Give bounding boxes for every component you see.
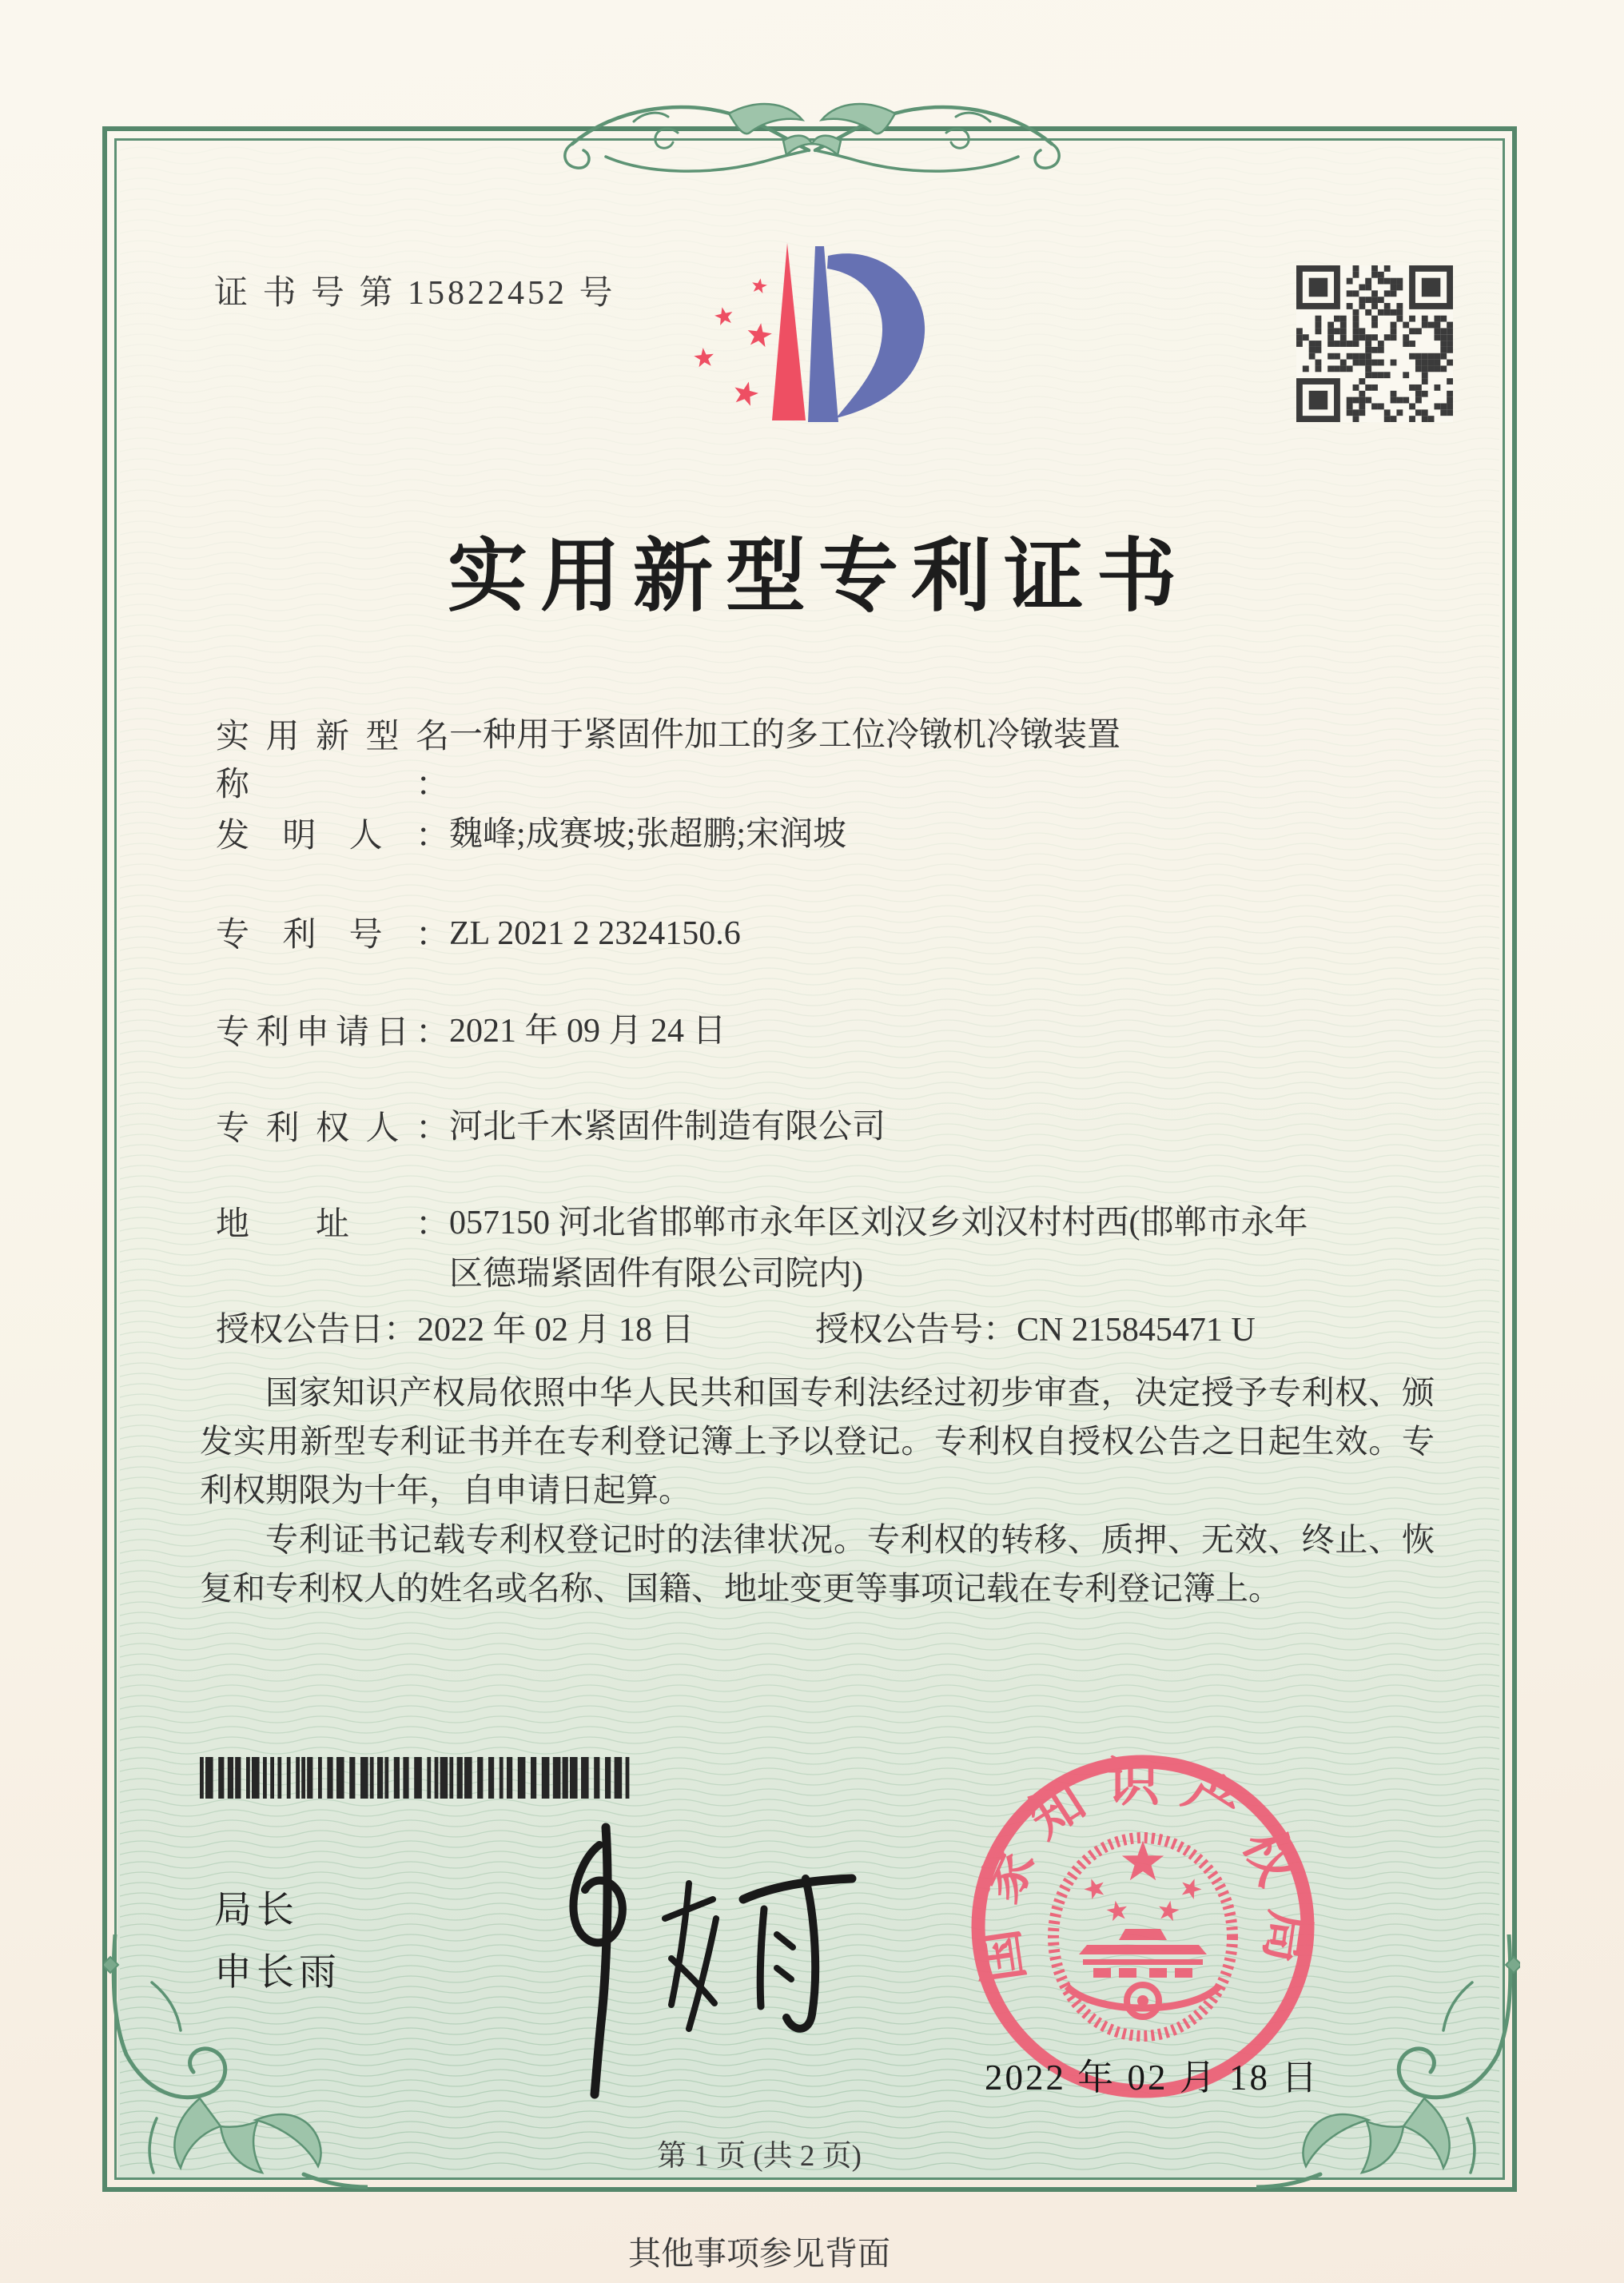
field-row-filing-date — [216, 1006, 1455, 1057]
qr-code — [1296, 265, 1453, 422]
field-value: 魏峰;成赛坡;张超鹏;宋润坡 — [449, 816, 847, 853]
signature-shen-changyu-icon — [480, 1823, 863, 2102]
legal-paragraph-2: 专利证书记载专利权登记时的法律状况。专利权的转移、质押、无效、终止、恢复和专利权人的姓名或名称、国籍、地址变更等事项记载在专利登记簿上。 — [200, 1521, 1435, 1607]
field-row-name — [216, 710, 1455, 806]
field-label: 专利号： — [216, 917, 449, 954]
logo-star — [714, 307, 732, 325]
national-emblem-icon — [1053, 1838, 1232, 2036]
back-side-note: 其他事项参见背面 — [628, 2235, 890, 2272]
grant-number-group — [815, 1303, 1256, 1351]
grant-date-value: 2022 年 02 月 18 日 — [417, 1312, 695, 1349]
field-label: 发明人： — [216, 818, 449, 855]
field-label: 地址： — [216, 1206, 449, 1243]
field-row-patentee — [216, 1102, 1455, 1153]
field-value: ZL 2021 2 2324150.6 — [449, 915, 741, 952]
field-row-patent-number — [216, 908, 1455, 959]
field-value: 057150 河北省邯郸市永年区刘汉乡刘汉村村西(邯郸市永年区德瑞紧固件有限公司院内) — [449, 1205, 1308, 1293]
grant-date-group — [216, 1303, 695, 1351]
field-value: 2021 年 09 月 24 日 — [449, 1013, 726, 1050]
legal-paragraph-1: 国家知识产权局依照中华人民共和国专利法经过初步审查，决定授予专利权、颁发实用新型专利证书并在专利登记簿上予以登记。专利权自授权公告之日起生效。专利权期限为十年，自申请日起算。 — [200, 1374, 1435, 1508]
field-row-address — [216, 1197, 1455, 1300]
grant-date-label: 授权公告日： — [216, 1312, 418, 1349]
grant-number-label: 授权公告号： — [815, 1312, 1017, 1349]
seal-text: 国家知识产权局 — [966, 1753, 1320, 1986]
grant-number-value: CN 215845471 U — [1017, 1312, 1256, 1349]
field-label: 专利申请日： — [216, 1014, 449, 1051]
seal-date: 2022 年 02 月 18 日 — [985, 2058, 1320, 2098]
field-value: 河北千木紧固件制造有限公司 — [449, 1109, 886, 1145]
logo-star — [734, 382, 758, 406]
field-value: 一种用于紧固件加工的多工位冷镦机冷镦装置 — [449, 717, 1121, 754]
logo-star — [694, 348, 714, 367]
top-border-crest-ornament — [558, 77, 1066, 197]
field-label: 专利权人： — [216, 1110, 449, 1147]
logo-star — [752, 278, 767, 293]
commissioner-name: 申长雨 — [214, 1950, 341, 1993]
barcode — [200, 1757, 631, 1799]
page-number: 第 1 页 (共 2 页) — [657, 2140, 862, 2173]
logo-star — [748, 323, 772, 347]
field-label: 实用新型名称： — [216, 719, 449, 803]
field-row-inventor — [216, 809, 1455, 860]
commissioner-title-label: 局长 — [214, 1888, 299, 1930]
certificate-title: 实用新型专利证书 — [448, 532, 1189, 621]
certificate-number: 证 书 号 第 15822452 号 — [214, 275, 616, 312]
cnipa-logo-icon — [694, 237, 933, 436]
